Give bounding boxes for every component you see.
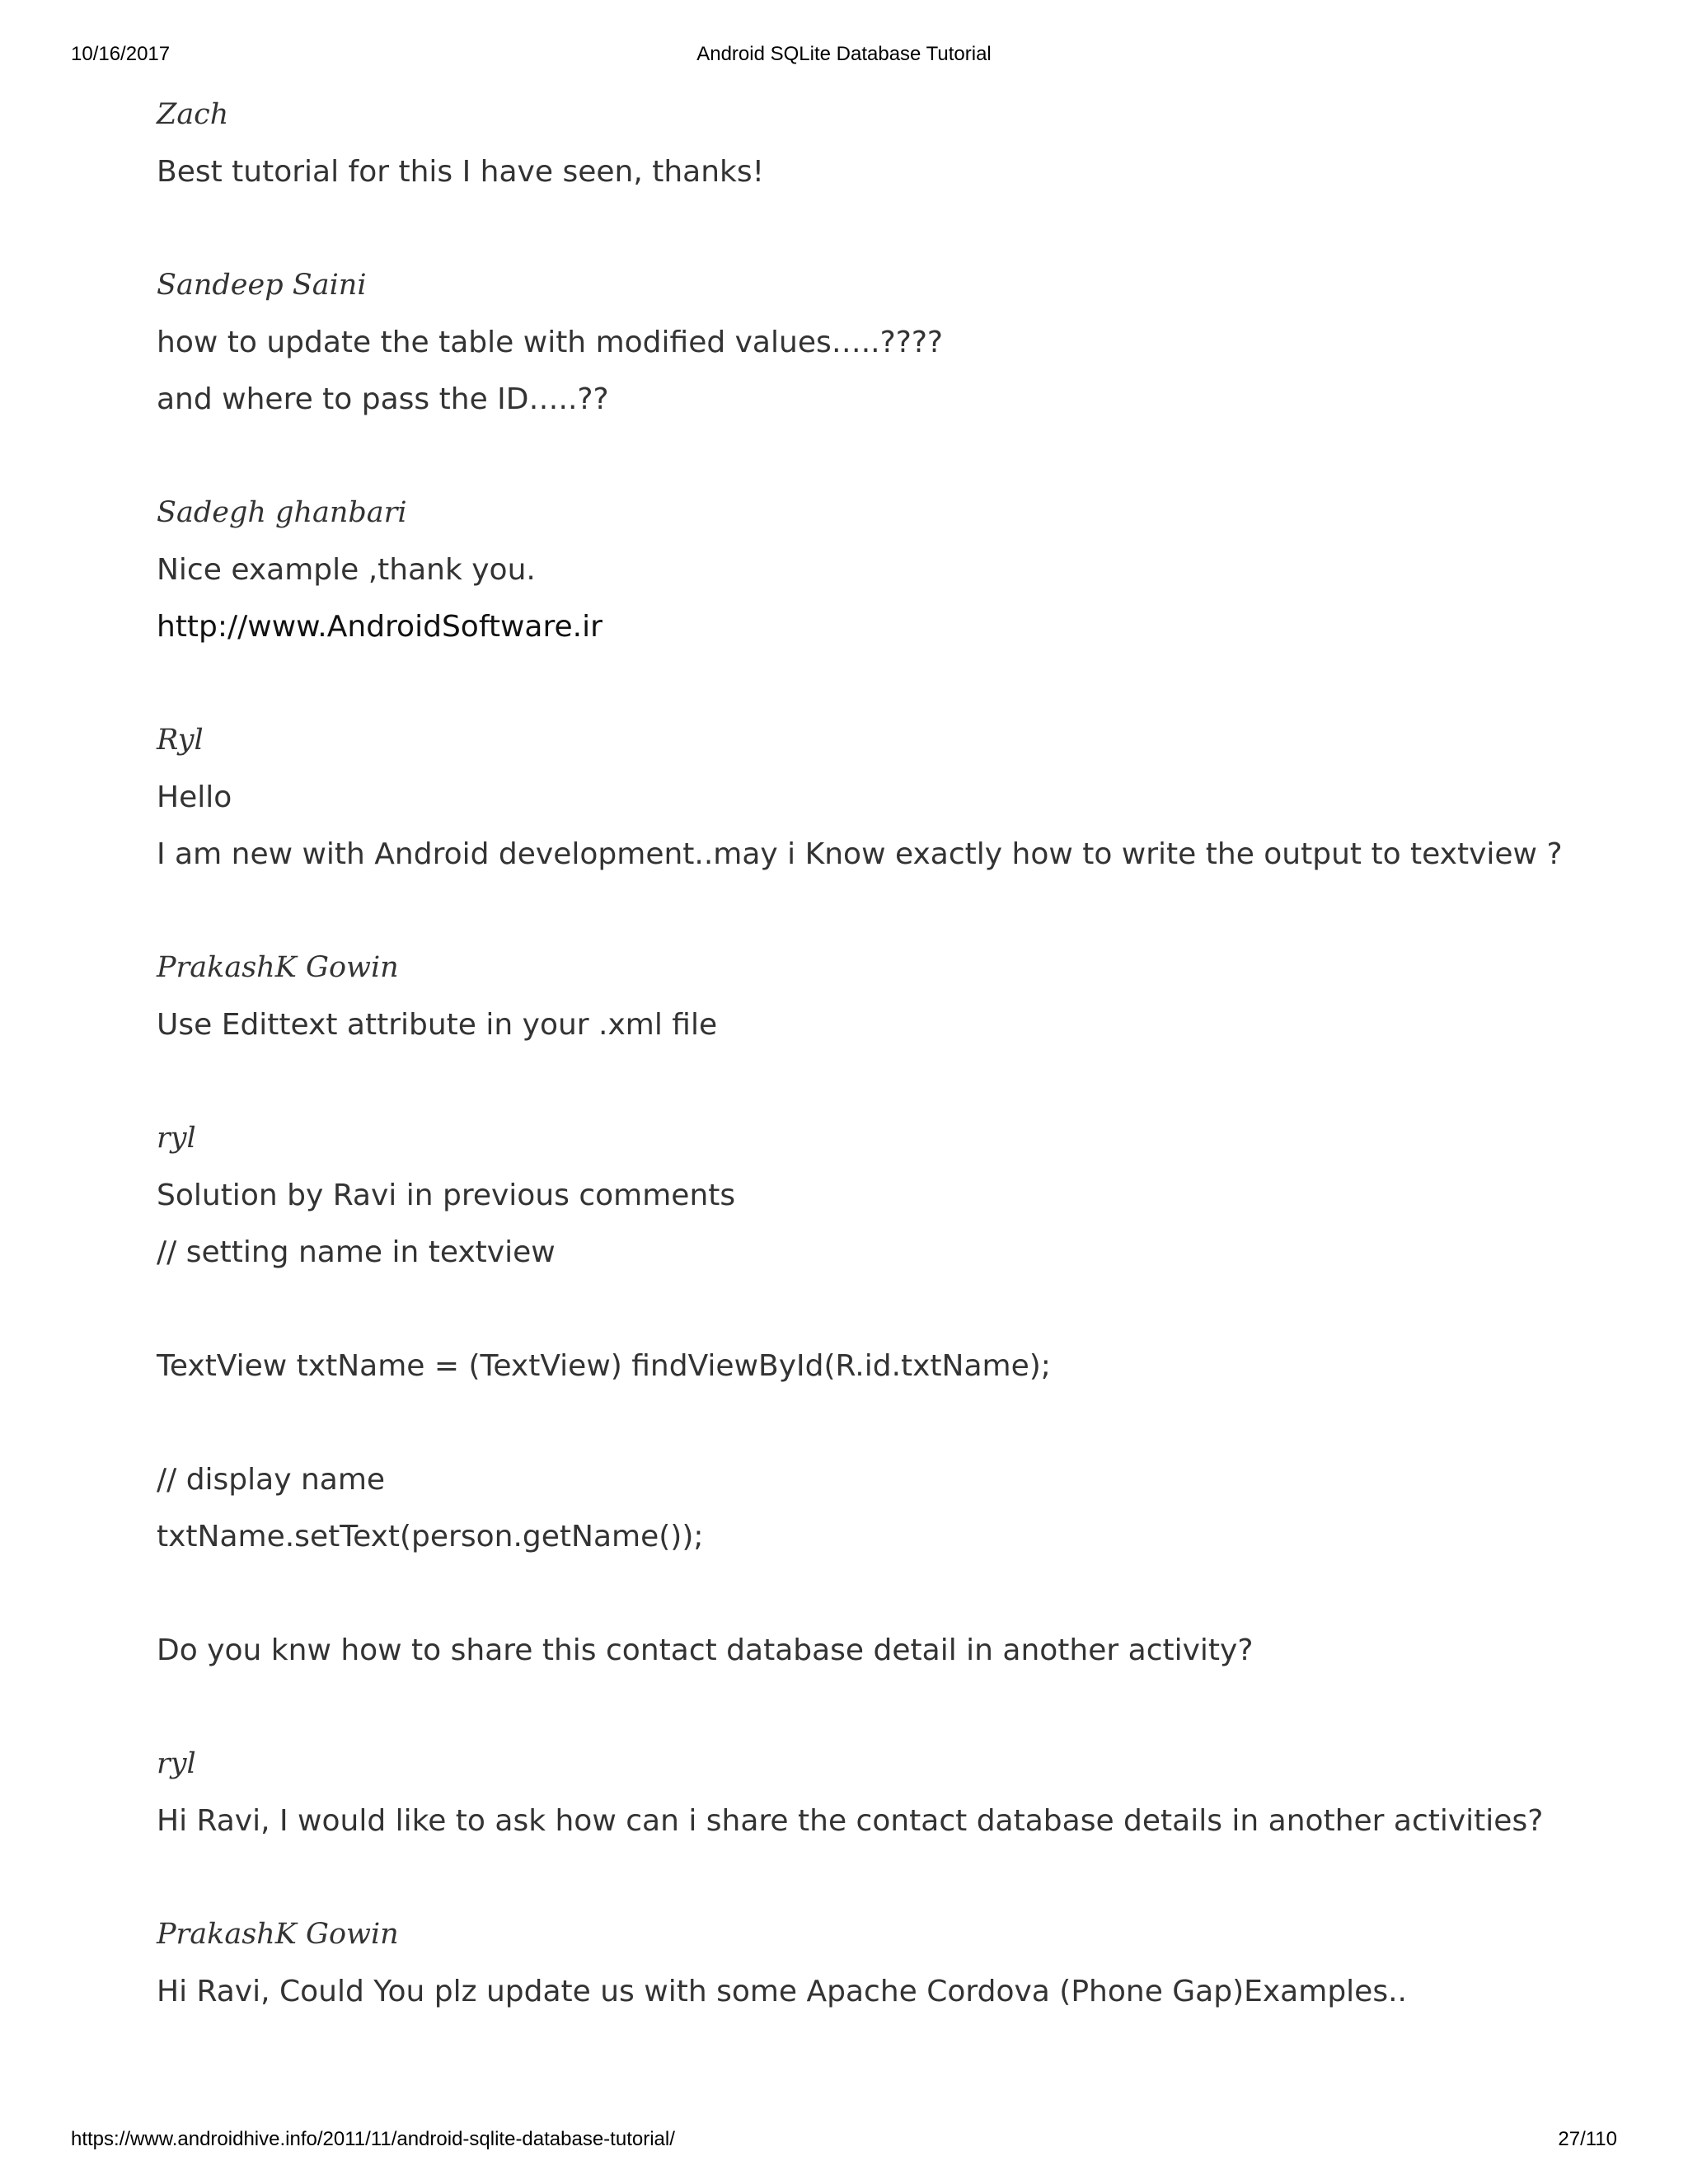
comment-author: Sadegh ghanbari [157,496,407,529]
comment-text: Hello [157,780,232,814]
comment-author: Sandeep Saini [157,269,367,302]
comment-text: Do you knw how to share this contact database detail in another activity? [157,1633,1254,1667]
comment [157,485,1558,655]
page-number: 27/110 [1558,2128,1617,2150]
comment-text: Hi Ravi, I would like to ask how can i share the contact database details in another activities? [157,1804,1544,1838]
comment-text: how to update the table with modified values…..???? [157,326,944,359]
page-title: Android SQLite Database Tutorial [696,43,992,65]
comment-text: and where to pass the ID…..?? [157,382,609,416]
comment-text: Hi Ravi, Could You plz update us with some Apache Cordova (Phone Gap)Examples.. [157,1975,1407,2008]
comment-author: Zach [157,98,229,131]
comments-list [157,87,1563,2020]
comment-code: TextView txtName = (TextView) findViewById(R.id.txtName); [157,1349,1051,1383]
comment [157,712,1563,883]
comment-text: Best tutorial for this I have seen, thanks! [157,155,765,189]
comment-link[interactable]: http://www.AndroidSoftware.ir [157,610,603,644]
page-footer [0,2128,1688,2161]
comment-author: PrakashK Gowin [157,1918,399,1951]
comment-text: Use Edittext attribute in your .xml file [157,1008,718,1042]
comment-text: Nice example ,thank you. [157,553,536,587]
comment-author: PrakashK Gowin [157,951,399,984]
print-date: 10/16/2017 [71,43,171,65]
comment-code: txtName.setText(person.getName()); [157,1520,704,1554]
comment-code: // display name [157,1463,386,1497]
comment-text: // setting name in textview [157,1235,556,1269]
comment-author: Ryl [157,724,204,757]
comment [157,1906,1558,2020]
comment [157,1736,1558,1849]
comment [157,257,1558,428]
comment [157,940,1558,1053]
source-url[interactable]: https://www.androidhive.info/2011/11/android-sqlite-database-tutorial/ [71,2128,675,2150]
comment-text: Solution by Ravi in previous comments [157,1179,736,1212]
comment-author: ryl [157,1122,196,1155]
page-header [0,43,1688,76]
comment-text: I am new with Android development..may i Know exactly how to write the output to textview ? [157,837,1563,871]
comment [157,87,1558,200]
comment [157,1110,1558,1679]
comment-author: ryl [157,1747,196,1780]
